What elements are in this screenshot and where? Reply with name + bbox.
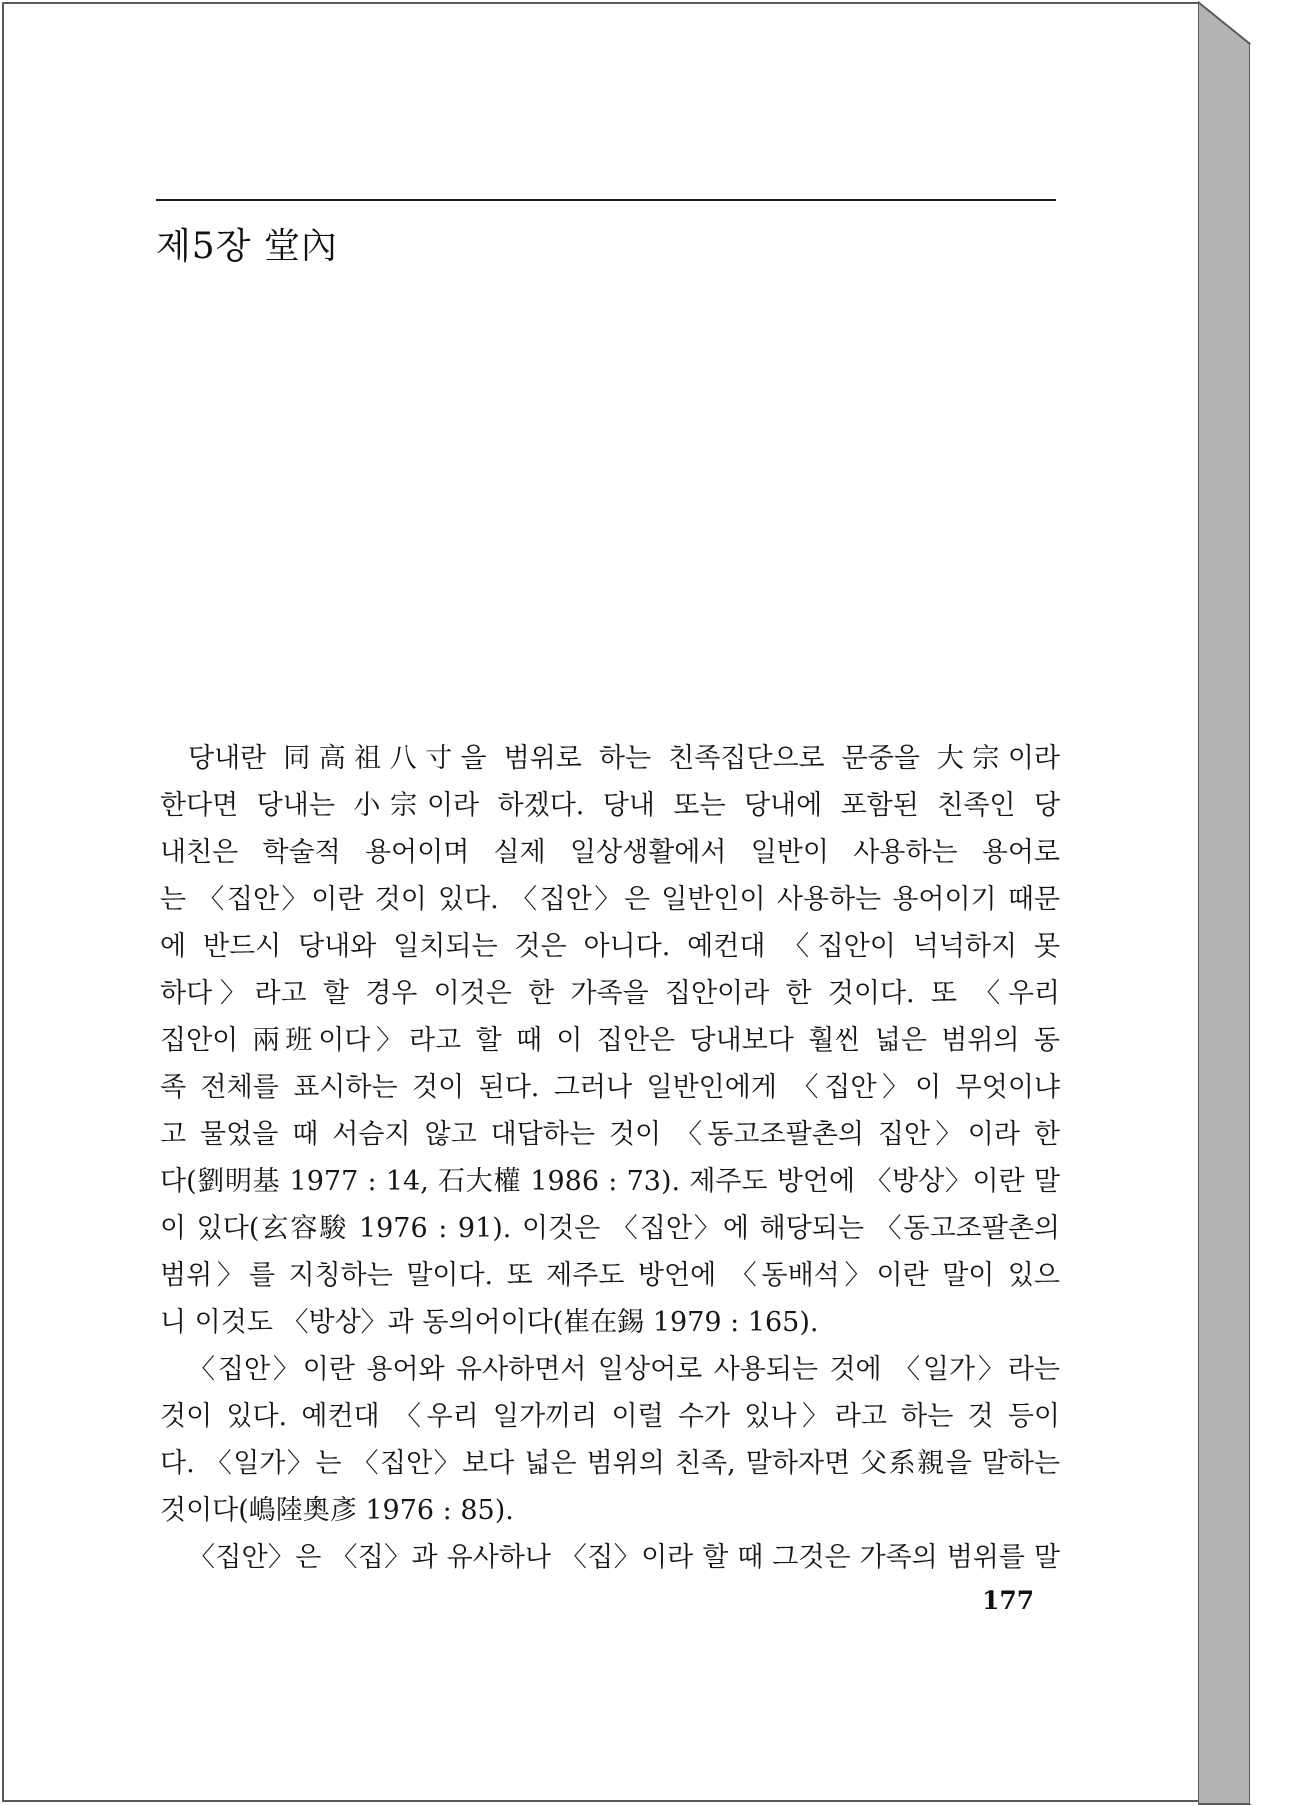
page-number: 177 [982,1586,1035,1615]
body-text [160,735,1060,1581]
text-line: 하다〉라고 할 경우 이것은 한 가족을 집안이라 한 것이다. 또 〈우리 [160,978,1060,1009]
text-line: 집안이 兩班이다〉라고 할 때 이 집안은 당내보다 훨씬 넓은 범위의 동 [160,1025,1060,1056]
text-line: 〈집안〉이란 용어와 유사하면서 일상어로 사용되는 것에 〈일가〉라는 [188,1354,1060,1385]
text-line: 당내란 同高祖八寸을 범위로 하는 친족집단으로 문중을 大宗이라 [188,743,1060,774]
text-line: 에 반드시 당내와 일치되는 것은 아니다. 예컨대 〈집안이 넉넉하지 못 [160,931,1060,962]
text-line: 다. 〈일가〉는 〈집안〉보다 넓은 범위의 친족, 말하자면 父系親을 말하는 [160,1448,1060,1479]
text-line: 고 물었을 때 서슴지 않고 대답하는 것이 〈동고조팔촌의 집안〉이라 한 [160,1119,1060,1150]
page-edge-3d [1198,0,1302,1806]
text-line: 다(劉明基 1977 : 14, 石大權 1986 : 73). 제주도 방언에 〈방상〉이란 말 [160,1166,1060,1197]
text-line: 이 있다(玄容駿 1976 : 91). 이것은 〈집안〉에 해당되는 〈동고조팔촌의 [160,1213,1060,1244]
text-line: 한다면 당내는 小宗이라 하겠다. 당내 또는 당내에 포함된 친족인 당 [160,790,1060,821]
chapter-title: 제5장 堂內 [156,226,338,267]
text-line: 범위〉를 지칭하는 말이다. 또 제주도 방언에 〈동배석〉이란 말이 있으 [160,1260,1060,1291]
text-line: 것이 있다. 예컨대 〈우리 일가끼리 이럴 수가 있나〉라고 하는 것 등이 [160,1401,1060,1432]
text-line: 〈집안〉은 〈집〉과 유사하나 〈집〉이라 할 때 그것은 가족의 범위를 말 [188,1542,1060,1573]
header-rule [156,199,1056,201]
text-line: 는 〈집안〉이란 것이 있다. 〈집안〉은 일반인이 사용하는 용어이기 때문 [160,884,1060,915]
text-line: 내친은 학술적 용어이며 실제 일상생활에서 일반이 사용하는 용어로 [160,837,1060,868]
text-line: 족 전체를 표시하는 것이 된다. 그러나 일반인에게 〈집안〉이 무엇이냐 [160,1072,1060,1103]
text-line: 니 이것도 〈방상〉과 동의어이다(崔在錫 1979 : 165). [160,1307,819,1338]
text-line: 것이다(嶋陸奧彥 1976 : 85). [160,1495,514,1526]
